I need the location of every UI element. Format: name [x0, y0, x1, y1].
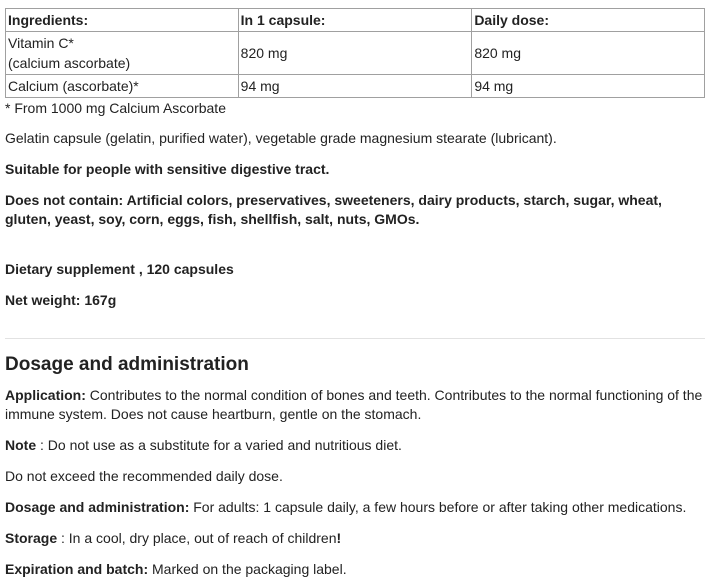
- header-in-1-capsule: In 1 capsule:: [238, 9, 472, 32]
- expiry-text: Marked on the packaging label.: [148, 561, 347, 577]
- header-ingredients: Ingredients:: [6, 9, 239, 32]
- storage-text: : In a cool, dry place, out of reach of children: [57, 530, 337, 546]
- section-divider: [5, 338, 705, 339]
- gelatin-description: Gelatin capsule (gelatin, purified water), vegetable grade magnesium stearate (lubricant).: [5, 130, 557, 146]
- table-row: [6, 75, 705, 98]
- dosage-label: Dosage and administration:: [5, 499, 190, 515]
- daily-amount: 820 mg: [472, 32, 705, 75]
- section-title: Dosage and administration: [5, 354, 249, 375]
- application-paragraph: [5, 386, 705, 424]
- table-row: [6, 32, 705, 75]
- ingredient-name-cell: [6, 32, 239, 75]
- ingredient-name: Vitamin C*: [8, 35, 74, 51]
- ingredients-table: [5, 8, 705, 98]
- capsule-amount: 820 mg: [238, 32, 472, 75]
- table-footnote: * From 1000 mg Calcium Ascorbate: [5, 100, 226, 116]
- daily-amount: 94 mg: [472, 75, 705, 98]
- product-info-page: [5, 8, 705, 579]
- note-label: Note: [5, 437, 37, 453]
- storage-label: Storage: [5, 530, 58, 546]
- expiry-label: Expiration and batch:: [5, 561, 149, 577]
- header-daily-dose: Daily dose:: [472, 9, 705, 32]
- storage-paragraph: [5, 529, 705, 548]
- capsule-amount: 94 mg: [238, 75, 472, 98]
- does-not-contain: Does not contain: Artificial colors, preservatives, sweeteners, dairy products, starch, sugar, wheat, gluten, yeast, soy, corn, eggs, fish, shellfish, salt, nuts, GMOs.: [5, 192, 662, 227]
- expiry-paragraph: [5, 560, 705, 579]
- dosage-text: For adults: 1 capsule daily, a few hours before or after taking other medications.: [189, 499, 687, 515]
- suitable-note: Suitable for people with sensitive digestive tract.: [5, 161, 330, 177]
- ingredient-name: Calcium (ascorbate)*: [6, 75, 239, 98]
- net-weight: Net weight: 167g: [5, 292, 117, 308]
- storage-exclamation: !: [336, 530, 342, 546]
- ingredient-name-detail: (calcium ascorbate): [8, 55, 131, 71]
- exceed-warning: Do not exceed the recommended daily dose.: [5, 468, 283, 484]
- dosage-paragraph: [5, 498, 705, 517]
- table-header-row: [6, 9, 705, 32]
- application-label: Application:: [5, 387, 86, 403]
- note-text: : Do not use as a substitute for a varied and nutritious diet.: [36, 437, 402, 453]
- dietary-supplement: Dietary supplement , 120 capsules: [5, 261, 234, 277]
- note-paragraph: [5, 436, 705, 455]
- application-text: Contributes to the normal condition of bones and teeth. Contributes to the normal functioning of the immune system. Does not cause heartburn, gentle on the stomach.: [5, 387, 703, 422]
